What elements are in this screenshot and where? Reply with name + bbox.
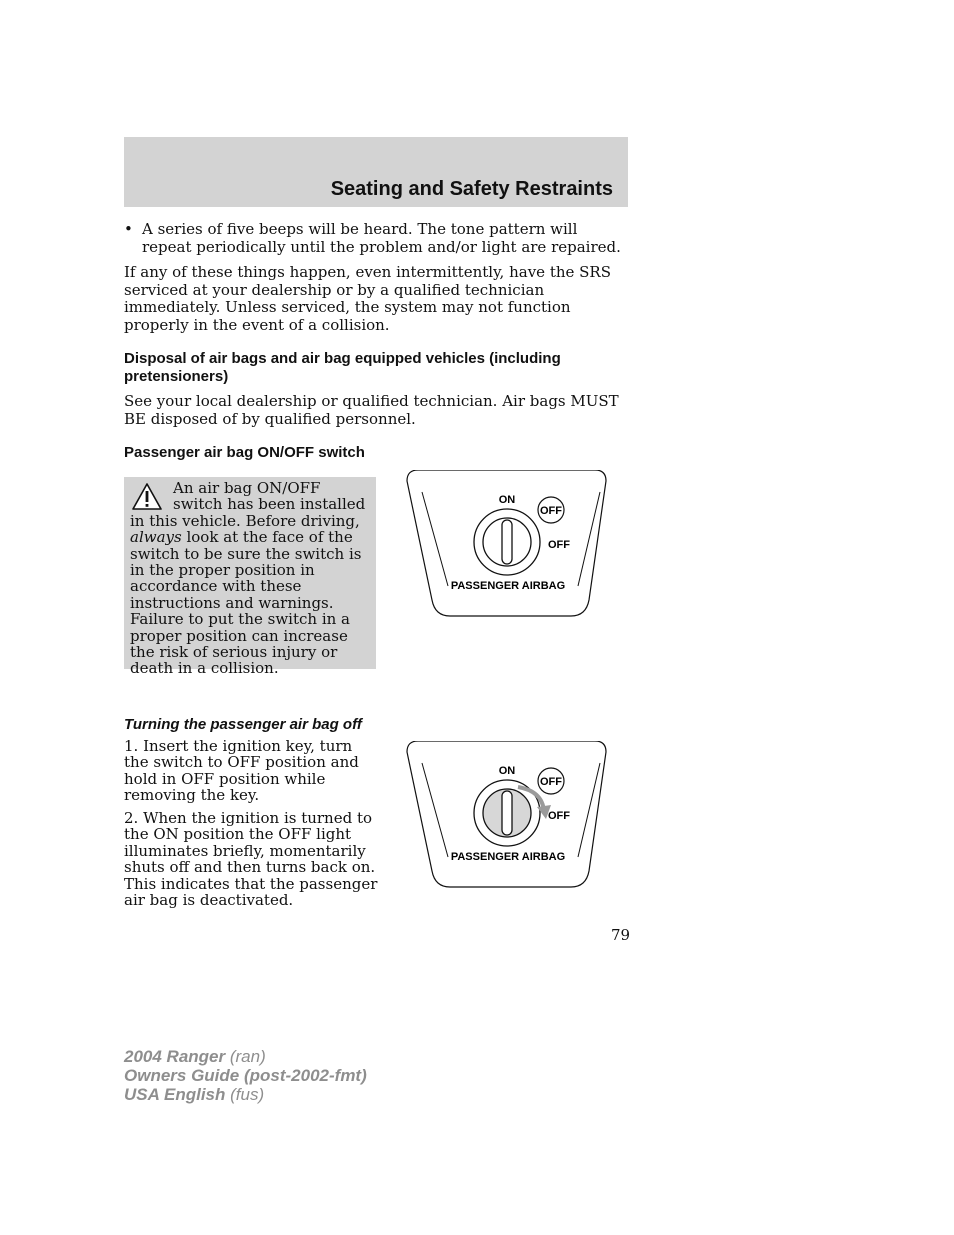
on-label: ON — [498, 765, 516, 777]
document-footer — [124, 1047, 367, 1104]
warning-text: An air bag ON/OFF switch has been installed in this vehicle. Before driving, always look at the face of the switch to be sure the switch is in the proper position in accordance with these instructions and warnings. Failure to put the switch in a proper position can increase the risk of serious injury or death in a collision. — [130, 479, 366, 678]
airbag-switch-figure-1 — [406, 470, 608, 618]
warning-emphasis: always — [130, 528, 182, 547]
step-2: 2. When the ignition is turned to the ON position the OFF light illuminates briefly, momentarily shuts off and then turns back on. This indicates that the passenger air bag is deactivated. — [124, 809, 378, 910]
on-label: ON — [498, 494, 516, 506]
off-label: OFF — [548, 539, 570, 551]
step-1: 1. Insert the ignition key, turn the switch to OFF position and hold in OFF position while removing the key. — [124, 737, 359, 805]
passenger-airbag-label: PASSENGER AIRBAG — [450, 851, 566, 863]
bullet-text: A series of five beeps will be heard. The tone pattern will repeat periodically until the problem and/or light are repaired. — [142, 220, 621, 256]
footer-line-2: Owners Guide (post-2002-fmt) — [124, 1066, 367, 1085]
switch-heading: Passenger air bag ON/OFF switch — [124, 444, 365, 461]
passenger-airbag-label: PASSENGER AIRBAG — [450, 580, 566, 592]
rotary-switch — [474, 509, 540, 575]
turning-off-heading: Turning the passenger air bag off — [124, 716, 362, 733]
srs-paragraph: If any of these things happen, even intermittently, have the SRS serviced at your dealership or by a qualified technician immediately. Unless serviced, the system may not function properly in the event of a collision. — [124, 263, 611, 334]
footer-line-1: 2004 Ranger (ran) — [124, 1047, 266, 1066]
warning-box — [124, 477, 376, 678]
page-number: 79 — [611, 926, 631, 944]
footer-line-3: USA English (fus) — [124, 1085, 265, 1104]
bullet-item — [124, 221, 628, 256]
bullet-dot: • — [124, 220, 133, 238]
off-light-label: OFF — [540, 505, 562, 517]
off-light-label: OFF — [540, 776, 562, 788]
off-label: OFF — [548, 810, 570, 822]
section-title: Seating and Safety Restraints — [330, 178, 613, 200]
airbag-switch-figure-2 — [406, 741, 608, 889]
disposal-heading: Disposal of air bags and air bag equipped vehicles (including pretensioners) — [124, 350, 561, 385]
header-band — [124, 137, 628, 207]
disposal-paragraph: See your local dealership or qualified technician. Air bags MUST BE disposed of by qualified personnel. — [124, 392, 619, 428]
